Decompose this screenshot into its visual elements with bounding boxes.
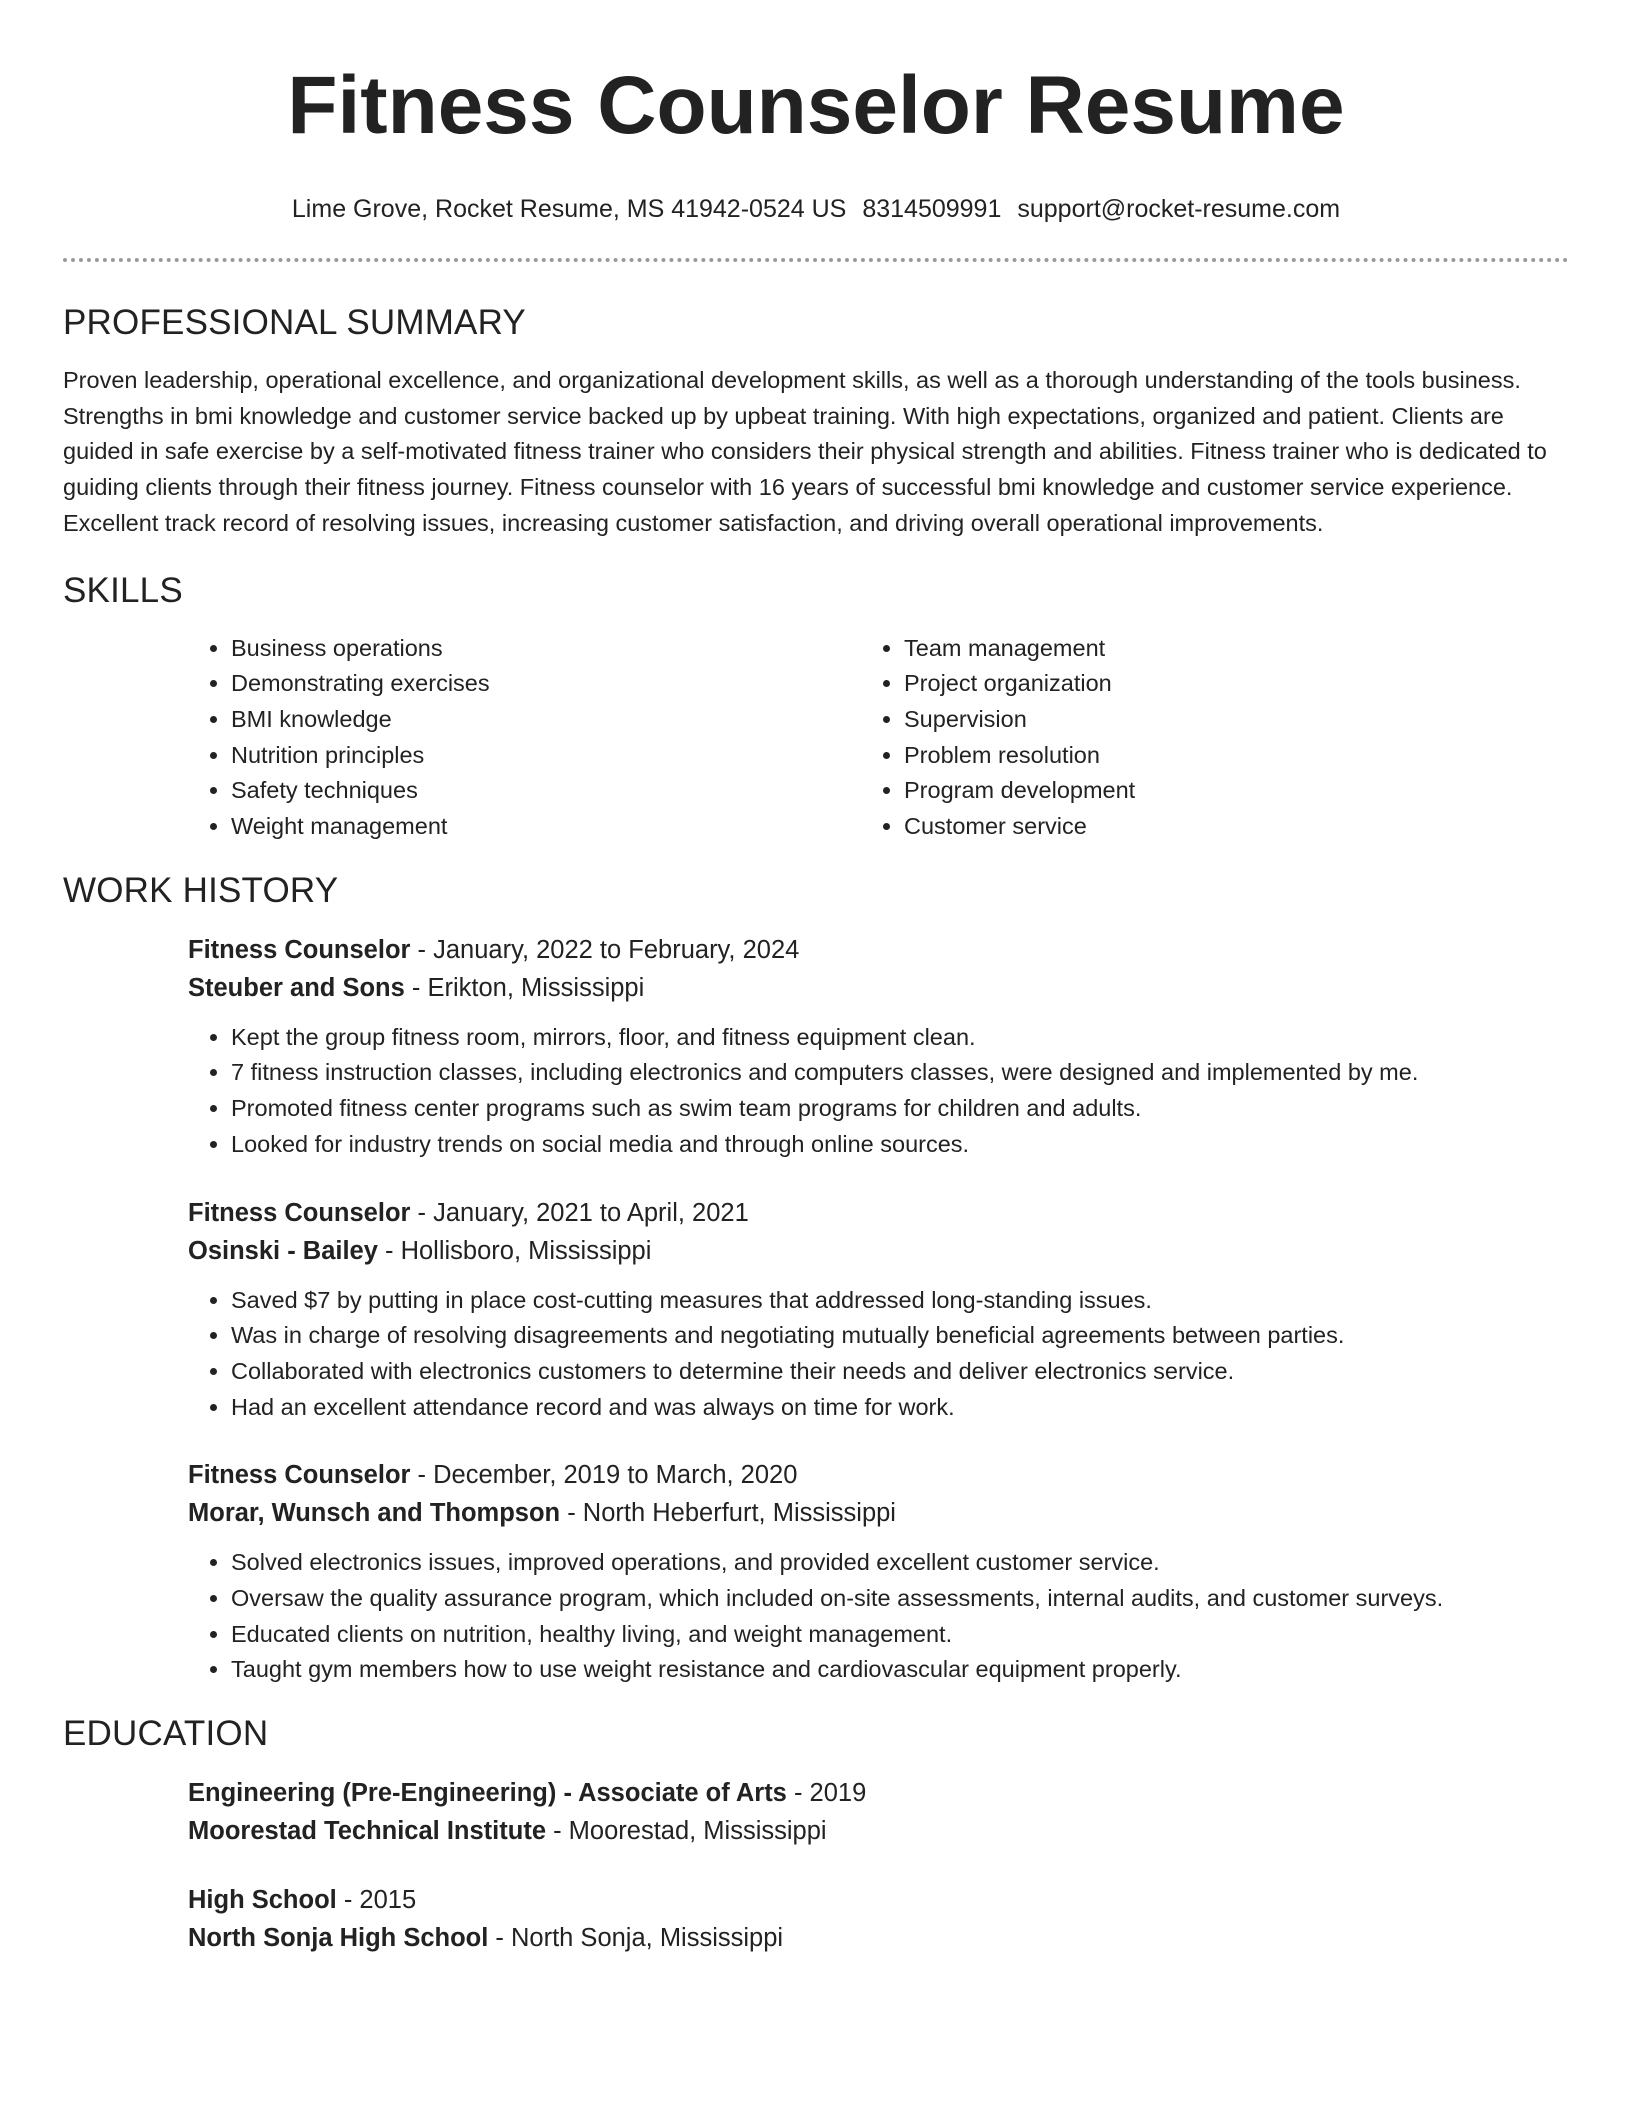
skill-item: • Problem resolution <box>904 738 1534 774</box>
skills-heading: SKILLS <box>63 570 183 610</box>
job-location: - North Heberfurt, Mississippi <box>560 1499 896 1528</box>
job-duty: • 7 fitness instruction classes, including electronics and computers classes, were designed and implemented by me. <box>231 1055 1569 1091</box>
skill-item: • Team management <box>904 631 1534 667</box>
education-heading: EDUCATION <box>63 1714 269 1754</box>
job-company-line <box>188 969 1569 1007</box>
job-title-line <box>188 1194 1569 1232</box>
job-company: Osinski - Bailey <box>188 1236 378 1265</box>
skill-item: • BMI knowledge <box>231 702 861 738</box>
skill-item: • Demonstrating exercises <box>231 666 861 702</box>
skill-item: • Nutrition principles <box>231 738 861 774</box>
resume-title: Fitness Counselor Resume <box>287 60 1345 151</box>
skill-item: • Customer service <box>904 809 1534 845</box>
contact-line <box>63 194 1569 224</box>
job-duty: • Oversaw the quality assurance program, which included on-site assessments, internal audits, and customer surveys. <box>231 1581 1569 1617</box>
job-duty: • Was in charge of resolving disagreements and negotiating mutually beneficial agreements between parties. <box>231 1318 1569 1354</box>
job-duty: • Educated clients on nutrition, healthy living, and weight management. <box>231 1617 1569 1653</box>
job-location: - Hollisboro, Mississippi <box>377 1236 652 1265</box>
contact-address: Lime Grove, Rocket Resume, MS 41942-0524 US <box>291 195 847 223</box>
job-dates: - January, 2021 to April, 2021 <box>410 1198 749 1227</box>
job-company: Morar, Wunsch and Thompson <box>188 1499 561 1528</box>
job-duty: • Collaborated with electronics customers to determine their needs and deliver electronics service. <box>231 1354 1569 1390</box>
skill-item: • Program development <box>904 773 1534 809</box>
job-duty: • Looked for industry trends on social media and through online sources. <box>231 1127 1569 1163</box>
education-degree: Engineering (Pre-Engineering) - Associate of Arts <box>188 1779 787 1808</box>
job-title: Fitness Counselor <box>188 1198 411 1227</box>
job-duty: • Kept the group fitness room, mirrors, floor, and fitness equipment clean. <box>231 1020 1569 1056</box>
education-year: - 2019 <box>786 1779 867 1808</box>
job-title-line <box>188 931 1569 969</box>
skill-item: • Project organization <box>904 666 1534 702</box>
job-duties <box>188 1545 1569 1688</box>
job-company: Steuber and Sons <box>188 973 405 1002</box>
skill-item: • Weight management <box>231 809 861 845</box>
job-entry <box>188 931 1569 1163</box>
job-duties <box>188 1283 1569 1426</box>
job-duty: • Taught gym members how to use weight resistance and cardiovascular equipment properly. <box>231 1652 1569 1688</box>
job-company-line <box>188 1494 1569 1532</box>
job-title: Fitness Counselor <box>188 935 411 964</box>
work-history-heading: WORK HISTORY <box>63 870 339 910</box>
skill-item: • Supervision <box>904 702 1534 738</box>
skill-item: • Safety techniques <box>231 773 861 809</box>
job-duty: • Saved $7 by putting in place cost-cutting measures that addressed long-standing issues. <box>231 1283 1569 1319</box>
job-company-line <box>188 1232 1569 1270</box>
summary-heading: PROFESSIONAL SUMMARY <box>63 303 526 342</box>
summary-text: Proven leadership, operational excellence, and organizational development skills, as well as a thorough understanding of the tools business. Strengths in bmi knowledge and customer service backed up by upbeat training. With high expectations, organized and patient. Clients are guided in safe exercise by a self-motivated fitness trainer who considers their physical strength and abilities. Fitness trainer who is dedicated to guiding clients through their fitness journey. Fitness counselor with 16 years of successful bmi knowledge and customer service experience. Excellent track record of resolving issues, increasing customer satisfaction, and driving overall operational improvements. <box>63 367 1547 536</box>
education-school-line <box>188 1812 1569 1850</box>
education-entry <box>188 1774 1569 1850</box>
education-school: Moorestad Technical Institute <box>188 1817 546 1846</box>
job-dates: - January, 2022 to February, 2024 <box>410 935 800 964</box>
education-school: North Sonja High School <box>188 1924 489 1953</box>
education-entry <box>188 1881 1569 1957</box>
job-title: Fitness Counselor <box>188 1461 411 1490</box>
job-entry <box>188 1194 1569 1426</box>
education-location: - Moorestad, Mississippi <box>546 1817 827 1846</box>
job-title-line <box>188 1456 1569 1494</box>
skill-item: • Business operations <box>231 631 861 667</box>
job-dates: - December, 2019 to March, 2020 <box>410 1461 798 1490</box>
education-school-line <box>188 1919 1569 1957</box>
education-year: - 2015 <box>336 1886 417 1915</box>
education-degree-line <box>188 1881 1569 1919</box>
education-degree-line <box>188 1774 1569 1812</box>
header-divider <box>63 258 1569 262</box>
contact-email: support@rocket-resume.com <box>1017 195 1341 223</box>
job-entry <box>188 1456 1569 1688</box>
job-duty: • Had an excellent attendance record and was always on time for work. <box>231 1390 1569 1426</box>
education-degree: High School <box>188 1886 337 1915</box>
job-duty: • Solved electronics issues, improved operations, and provided excellent customer service. <box>231 1545 1569 1581</box>
skills-column-left <box>188 631 861 845</box>
education-location: - North Sonja, Mississippi <box>488 1924 784 1953</box>
skills-list <box>188 631 1569 845</box>
contact-phone: 8314509991 <box>862 195 1002 223</box>
job-duty: • Promoted fitness center programs such as swim team programs for children and adults. <box>231 1091 1569 1127</box>
job-location: - Erikton, Mississippi <box>404 973 645 1002</box>
skills-column-right <box>861 631 1534 845</box>
job-duties <box>188 1020 1569 1163</box>
